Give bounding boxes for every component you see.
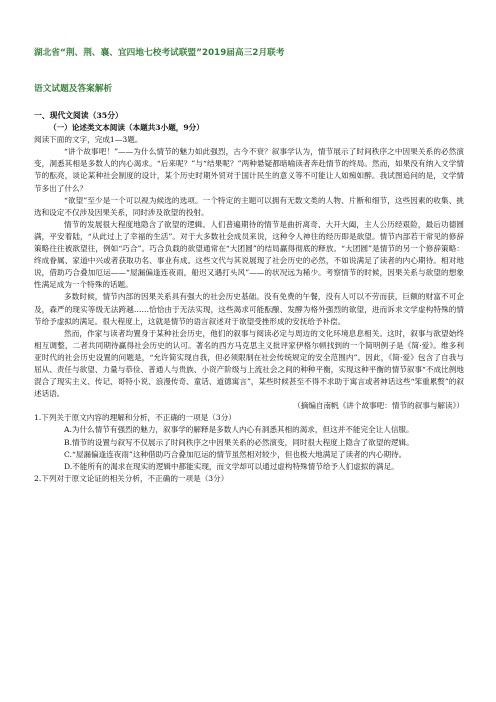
question-1-option-c: C.“屋漏偏逢连夜雨”这种借助巧合叠加厄运的情节虽然相对较少，但也极大地满足了读者的内心期待。 bbox=[64, 449, 407, 459]
question-2: 2.下列对于原文论证的相关分析，不正确的一项是（3分） bbox=[34, 473, 229, 483]
question-1-option-b: B.情节的设置与叙写不仅展示了时间秩序之中因果关系的必然演变，同时很大程度上隐含了欲望的逻辑。 bbox=[64, 437, 414, 447]
section-heading: 一、现代文阅读（35分） bbox=[34, 111, 123, 120]
exam-subtitle: 语文试题及答案解析 bbox=[34, 84, 113, 94]
reading-instruction: 阅读下面的文字，完成1—3题。 bbox=[34, 135, 143, 145]
article-paragraph-1: “讲个故事吧！”——为什么情节的魅力如此强烈，古今不衰？叙事学认为，情节展示了时间秩序之中因果关系的必然演变，洞悉其相是多数人的内心渴求。“后来呢？”与“结果呢？”两种悬疑都暗喻读者奔赴情节的终局。然而，如果没有纳入文学情节的酝亮，谈论某种社会制度的设计，某个历史时期外贸对于国计民生的意义等不可能让人如痴如醉。我试图追问的是，文学情节多出了什么？ bbox=[34, 147, 464, 193]
document-body bbox=[34, 110, 464, 485]
question-1: 1.下列关于原文内容的理解和分析，不正确的一项是（3分） bbox=[34, 413, 236, 423]
article-paragraph-2: “欲望”至少是一个可以视为候选的选项。一个特定的主题可以拥有无数文类的人物、片断和细节，这些因素的收集、挑选和设定不仅涉及因果关系，同时涉及欲望的投射。 bbox=[34, 195, 464, 217]
question-1-option-d: D.不能所有的渴求在现实的逻辑中都能实现，而文学却可以通过虚构特殊情节给予人们虚拟的满足。 bbox=[64, 461, 399, 471]
article-paragraph-4: 多数时候，情节内部的因果关系具有强大的社会历史基础。没有免费的午餐，没有人可以不劳而获，巨额的财富不可企及，森严的现实等级无法跨越……恰恰由于无法实现，这些渴求可能酝酿、发酵为格外强烈的欲望，进而诉求文学虚构特殊的情节给予虚拟的满足。很大程度上，这就是情节的语言叙述对于欲望受挫形成的安抚给予补偿。 bbox=[34, 292, 464, 326]
section-subheading: （一）论述类文本阅读（本题共3小题，9分） bbox=[49, 123, 204, 133]
exam-title: 湖北省“荆、荆、襄、宜四地七校考试联盟”2019届高三2月联考 bbox=[34, 48, 285, 58]
article-source: （摘编自南帆《讲个故事吧：情节的叙事与解读》） bbox=[293, 401, 464, 411]
question-1-option-a: A.为什么情节有强烈的魅力，叙事学的解释是多数人内心有洞悉其相的渴求，但这并不能完全让人信服。 bbox=[64, 425, 414, 435]
article-paragraph-5: 然而，作家与读者均置身于某种社会历史，他们的叙事与阅读必定与周边的文化环境息息相关。这时，叙事与欲望始终相互调整，二者共同期待赢得社会历史的认可。著名的西方马克思主义批评家伊格尔顿找到的一个简明例子是《简·爱》。维多利亚时代的社会历史设置的问题是，“允许简实现自我，但必须限制在社会传统规定的安全范围内”。因此，《简·爱》包含了自我与屈从、责任与欲望、力量与恭俭、普通人与贵族、小资产阶级与上流社会之间的种种平衡，实现这种平衡的情节叙事“不成比例地混合了现实主义、传记、哥特小说、浪漫传奇、童话、道德寓言”，某些时候甚至不得不求助于寓言或者神话这些“笨重累赘”的叙述话语。 bbox=[34, 328, 464, 399]
article-paragraph-3: 情节的发展很大程度地隐含了欲望的逻辑。人们普遍期待的情节是曲折离奇、大开大阖，主人公历经艰险，最后功德圆满，平安着陆，“从此过上了幸福的生活”。对于大多数社会成员来说，这种令人神往的经历即是欲望。情节内部若干常见的修辞策略往往被欲望往，例如“巧合”。巧合负载的欲望通常在“大团圆”的结局赢得彻底的释放。“大团圆”是情节的另一个修辞策略：终成眷属、家道中兴或者获取功名、事业有成。这些文代与其说展现了社会历史的必然，不如说满足了读者的内心期待。相对地说，借助巧合叠加厄运——“屋漏偏逢连夜雨，船迟又遇打头风”——的状况远为稀少。考察情节的时候，因果关系与欲望的想象性满足成为一个特殊的话题。 bbox=[34, 219, 464, 290]
